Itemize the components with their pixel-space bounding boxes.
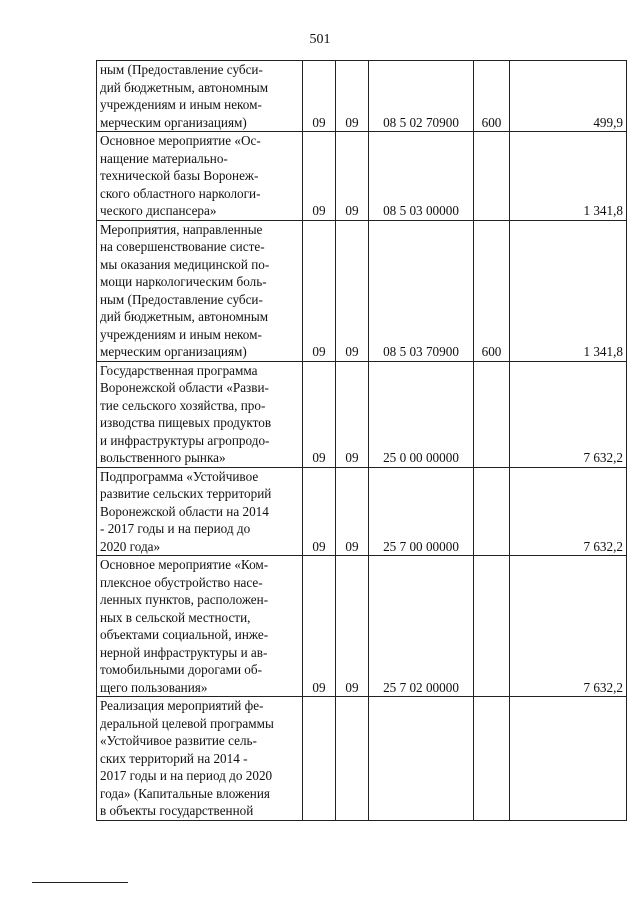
table-row bbox=[97, 61, 627, 132]
item-name-line: Основное мероприятие «Ком- bbox=[100, 557, 269, 572]
item-name-line: года» (Капитальные вложения bbox=[100, 785, 270, 801]
target-article-code: 25 7 00 00000 bbox=[369, 467, 474, 556]
item-name-line: учреждениям и иным неком- bbox=[100, 326, 262, 342]
item-name-line: ным (Предоставление субси- bbox=[100, 291, 263, 307]
item-name-line: Мероприятия, направленные bbox=[100, 221, 263, 237]
item-name-line: плексное обустройство насе- bbox=[100, 574, 263, 590]
item-name bbox=[97, 132, 303, 221]
item-name-line: 2017 годы и на период до 2020 bbox=[100, 768, 273, 783]
item-name bbox=[97, 467, 303, 556]
item-name-line: деральной целевой программы bbox=[100, 715, 274, 731]
item-name-line: ского областного наркологи- bbox=[100, 185, 261, 201]
item-name-line: «Устойчивое развитие сель- bbox=[100, 733, 257, 748]
expense-type-code bbox=[474, 697, 510, 821]
subsection-code bbox=[336, 697, 369, 821]
item-name-line: томобильными дорогами об- bbox=[100, 662, 262, 677]
target-article-code: 08 5 03 70900 bbox=[369, 220, 474, 361]
expense-type-code bbox=[474, 361, 510, 467]
table-row bbox=[97, 556, 627, 697]
section-code: 09 bbox=[303, 361, 336, 467]
item-name-line: мощи наркологическим боль- bbox=[100, 274, 267, 289]
footer-rule bbox=[32, 882, 128, 883]
subsection-code: 09 bbox=[336, 61, 369, 132]
item-name-line: на совершенствование систе- bbox=[100, 239, 265, 254]
item-name-line: 2020 года» bbox=[100, 538, 161, 554]
item-name-line: - 2017 годы и на период до bbox=[100, 521, 251, 536]
item-name-line: Подпрограмма «Устойчивое bbox=[100, 468, 259, 484]
item-name-line: ным (Предоставление субси- bbox=[100, 62, 263, 77]
item-name-line: изводства пищевых продуктов bbox=[100, 415, 272, 430]
item-name-line: ских территорий на 2014 - bbox=[100, 750, 248, 766]
section-code bbox=[303, 697, 336, 821]
item-name-line: нащение материально- bbox=[100, 150, 228, 166]
item-name-line: дий бюджетным, автономным bbox=[100, 79, 269, 95]
item-name-line: щего пользования» bbox=[100, 679, 208, 695]
amount-value: 7 632,2 bbox=[510, 556, 627, 697]
amount-value: 1 341,8 bbox=[510, 220, 627, 361]
table-row bbox=[97, 467, 627, 556]
expense-type-code bbox=[474, 556, 510, 697]
item-name-line: развитие сельских территорий bbox=[100, 486, 272, 501]
subsection-code: 09 bbox=[336, 467, 369, 556]
item-name-line: Воронежской области на 2014 bbox=[100, 503, 269, 519]
item-name-line: ческого диспансера» bbox=[100, 203, 217, 218]
item-name-line: объектами социальной, инже- bbox=[100, 627, 269, 642]
table-row bbox=[97, 220, 627, 361]
table-row bbox=[97, 132, 627, 221]
section-code: 09 bbox=[303, 220, 336, 361]
item-name-line: Государственная программа bbox=[100, 362, 258, 378]
expense-type-code bbox=[474, 132, 510, 221]
target-article-code: 08 5 02 70900 bbox=[369, 61, 474, 132]
section-code: 09 bbox=[303, 467, 336, 556]
item-name-line: учреждениям и иным неком- bbox=[100, 97, 262, 112]
expense-type-code: 600 bbox=[474, 61, 510, 132]
section-code: 09 bbox=[303, 61, 336, 132]
amount-value: 7 632,2 bbox=[510, 361, 627, 467]
item-name bbox=[97, 556, 303, 697]
item-name-line: Основное мероприятие «Ос- bbox=[100, 133, 261, 148]
amount-value: 499,9 bbox=[510, 61, 627, 132]
expense-type-code bbox=[474, 467, 510, 556]
item-name-line: Реализация мероприятий фе- bbox=[100, 698, 264, 713]
item-name-line: технической базы Воронеж- bbox=[100, 168, 259, 183]
item-name-line: Воронежской области «Разви- bbox=[100, 380, 269, 395]
subsection-code: 09 bbox=[336, 361, 369, 467]
item-name-line: тие сельского хозяйства, про- bbox=[100, 397, 266, 413]
page-number: 501 bbox=[309, 32, 331, 47]
item-name bbox=[97, 361, 303, 467]
item-name-line: ных в сельской местности, bbox=[100, 609, 251, 625]
item-name-line: и инфраструктуры агропродо- bbox=[100, 432, 270, 448]
item-name-line: дий бюджетным, автономным bbox=[100, 309, 269, 324]
section-code: 09 bbox=[303, 556, 336, 697]
table-row bbox=[97, 361, 627, 467]
item-name bbox=[97, 220, 303, 361]
expense-type-code: 600 bbox=[474, 220, 510, 361]
item-name-line: мерческим организациям) bbox=[100, 114, 247, 130]
item-name-line: ленных пунктов, расположен- bbox=[100, 592, 269, 607]
target-article-code: 25 7 02 00000 bbox=[369, 556, 474, 697]
target-article-code: 25 0 00 00000 bbox=[369, 361, 474, 467]
subsection-code: 09 bbox=[336, 220, 369, 361]
table-body bbox=[97, 61, 627, 821]
section-code: 09 bbox=[303, 132, 336, 221]
target-article-code bbox=[369, 697, 474, 821]
amount-value: 7 632,2 bbox=[510, 467, 627, 556]
budget-table bbox=[96, 60, 627, 821]
item-name-line: мерческим организациям) bbox=[100, 344, 247, 359]
item-name-line: вольственного рынка» bbox=[100, 450, 226, 465]
subsection-code: 09 bbox=[336, 556, 369, 697]
target-article-code: 08 5 03 00000 bbox=[369, 132, 474, 221]
table-row bbox=[97, 697, 627, 821]
amount-value: 1 341,8 bbox=[510, 132, 627, 221]
item-name bbox=[97, 697, 303, 821]
item-name bbox=[97, 61, 303, 132]
item-name-line: в объекты государственной bbox=[100, 803, 254, 818]
item-name-line: нерной инфраструктуры и ав- bbox=[100, 644, 268, 660]
amount-value bbox=[510, 697, 627, 821]
subsection-code: 09 bbox=[336, 132, 369, 221]
item-name-line: мы оказания медицинской по- bbox=[100, 256, 270, 272]
